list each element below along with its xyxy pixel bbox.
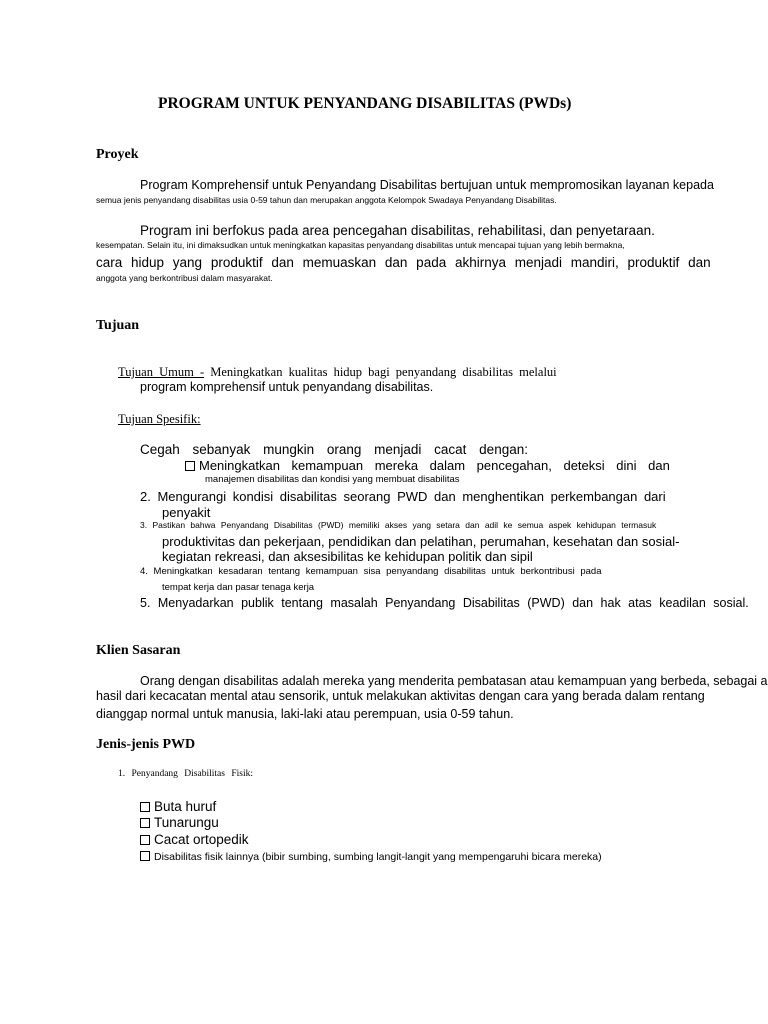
- bullet-symbol-icon: [185, 461, 195, 471]
- proyek-paragraph-2-line-3: [96, 255, 711, 270]
- tujuan-item-3-line-2: produktivitas dan pekerjaan, pendidikan dan pelatihan, perumahan, kesehatan dan sosial-: [162, 534, 680, 549]
- tujuan-item-2-line-2: penyakit: [162, 505, 211, 520]
- tujuan-sub-item-1-line-2: manajemen disabilitas dan kondisi yang membuat disabilitas: [205, 474, 460, 485]
- section-heading-proyek: Proyek: [96, 147, 139, 162]
- klien-line-2: hasil dari kecacatan mental atau sensorik, untuk melakukan aktivitas dengan cara yang berada dalam rentang: [96, 689, 705, 703]
- bullet-symbol-icon: [140, 818, 150, 828]
- jenis-sub-heading: 1. Penyandang Disabilitas Fisik:: [118, 769, 253, 779]
- tujuan-sub-item-1: [185, 458, 670, 473]
- tujuan-umum-line-1: [118, 365, 557, 380]
- jenis-item-text: Disabilitas fisik lainnya (bibir sumbing, sumbing langit-langit yang mempengaruhi bicara mereka): [154, 851, 602, 863]
- jenis-item: [140, 815, 219, 830]
- proyek-paragraph-2-line-1: Program ini berfokus pada area pencegahan disabilitas, rehabilitasi, dan penyetaraan.: [140, 223, 655, 238]
- tujuan-sub-item-1-text: Meningkatkan kemampuan mereka dalam pencegahan, deteksi dini dan: [199, 458, 670, 473]
- proyek-paragraph-2-line-3-text: cara hidup yang produktif dan memuaskan dan pada akhirnya menjadi mandiri, produktif dan: [96, 255, 711, 270]
- tujuan-item-3: 3. Pastikan bahwa Penyandang Disabilitas (PWD) memiliki akses yang setara dan adil ke semua aspek kehidupan termasuk: [140, 520, 657, 530]
- bullet-symbol-icon: [140, 802, 150, 812]
- proyek-paragraph-1-line-1: Program Komprehensif untuk Penyandang Disabilitas bertujuan untuk mempromosikan layanan kepada: [140, 178, 714, 192]
- section-heading-jenis-pwd: Jenis-jenis PWD: [96, 737, 196, 752]
- jenis-item-text: Buta huruf: [154, 799, 217, 814]
- proyek-paragraph-2-line-4: anggota yang berkontribusi dalam masyarakat.: [96, 273, 273, 283]
- tujuan-spesifik-label: Tujuan Spesifik:: [118, 412, 201, 426]
- tujuan-item-4: 4. Meningkatkan kesadaran tentang kemampuan sisa penyandang disabilitas untuk berkontribusi pada: [140, 566, 602, 577]
- proyek-paragraph-2-line-2: kesempatan. Selain itu, ini dimaksudkan untuk meningkatkan kapasitas penyandang disabilitas untuk mencapai tujuan yang lebih bermakna,: [96, 240, 625, 250]
- section-heading-tujuan: Tujuan: [96, 318, 140, 333]
- jenis-item-text: Tunarungu: [154, 815, 219, 830]
- tujuan-umum-label: Tujuan Umum -: [118, 365, 205, 379]
- proyek-paragraph-1-line-2: semua jenis penyandang disabilitas usia 0-59 tahun dan merupakan anggota Kelompok Swadaya Penyandang Disabilitas.: [96, 195, 557, 205]
- tujuan-item-2: 2. Mengurangi kondisi disabilitas seorang PWD dan menghentikan perkembangan dari: [140, 489, 666, 504]
- jenis-item-text: Cacat ortopedik: [154, 832, 249, 847]
- jenis-item: [140, 851, 602, 863]
- klien-line-1: Orang dengan disabilitas adalah mereka yang menderita pembatasan atau kemampuan yang berbeda, sebagai a: [140, 674, 768, 688]
- tujuan-item-5: 5. Menyadarkan publik tentang masalah Penyandang Disabilitas (PWD) dan hak atas keadilan sosial.: [140, 596, 749, 610]
- tujuan-item-3-line-3: kegiatan rekreasi, dan aksesibilitas ke kehidupan politik dan sipil: [162, 549, 533, 564]
- page-title: PROGRAM UNTUK PENYANDANG DISABILITAS (PWDs): [158, 95, 572, 112]
- tujuan-item-1: Cegah sebanyak mungkin orang menjadi cacat dengan:: [140, 442, 528, 457]
- jenis-item: [140, 799, 216, 814]
- bullet-symbol-icon: [140, 851, 150, 861]
- tujuan-umum-text: Meningkatkan kualitas hidup bagi penyandang disabilitas melalui: [210, 365, 557, 379]
- jenis-item: [140, 832, 249, 847]
- bullet-symbol-icon: [140, 835, 150, 845]
- section-heading-klien-sasaran: Klien Sasaran: [96, 643, 181, 658]
- tujuan-item-4-line-2: tempat kerja dan pasar tenaga kerja: [162, 582, 315, 593]
- tujuan-umum-line-2: program komprehensif untuk penyandang disabilitas.: [140, 380, 434, 394]
- klien-line-3: dianggap normal untuk manusia, laki-laki atau perempuan, usia 0-59 tahun.: [96, 707, 514, 721]
